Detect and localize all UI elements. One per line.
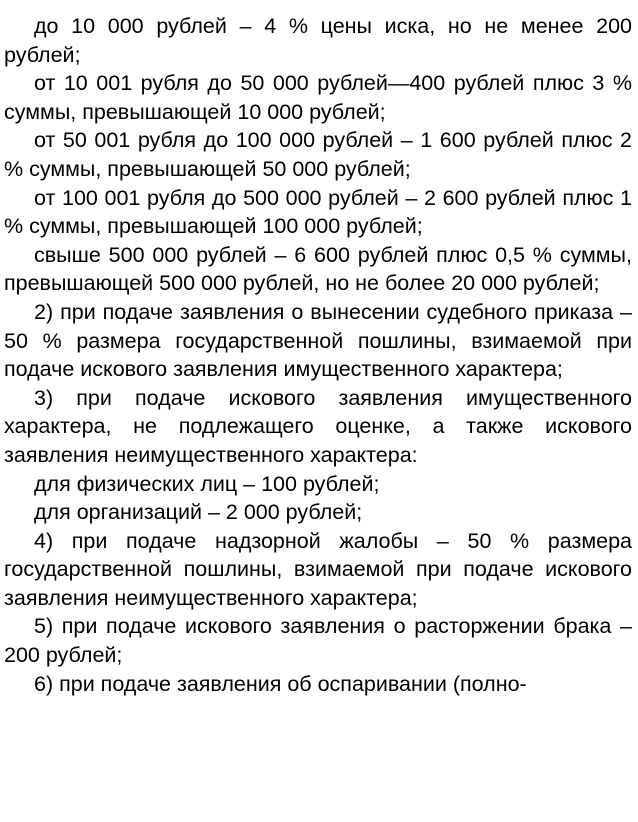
paragraph-tier-over-500000: свыше 500 000 рублей – 6 600 рублей плюс 0,5 % суммы, превышающей 500 000 рублей, но не более 20 000 рублей; bbox=[4, 242, 632, 296]
paragraph-item-2-court-order: 2) при подаче заявления о вынесении судебного приказа – 50 % размера государственной пошлины, взимаемой при подаче искового заявления имущественного характера; bbox=[4, 299, 632, 382]
paragraph-organizations-fee: для организаций – 2 000 рублей; bbox=[34, 500, 363, 525]
paragraph-item-6-contest-application: 6) при подаче заявления об оспаривании (полно- bbox=[34, 671, 527, 696]
paragraph-item-5-divorce-claim: 5) при подаче искового заявления о расторжении брака – 200 рублей; bbox=[4, 614, 632, 668]
paragraph-tier-up-to-10000: до 10 000 рублей – 4 % цены иска, но не менее 200 рублей; bbox=[4, 14, 632, 67]
paragraph-tier-50001-100000: от 50 001 рубля до 100 000 рублей – 1 600 рублей плюс 2 % суммы, превышающей 50 000 рублей; bbox=[4, 128, 632, 181]
paragraph-individuals-fee: для физических лиц – 100 рублей; bbox=[34, 471, 380, 496]
paragraph-item-3-non-assessable-claim: 3) при подаче искового заявления имущественного характера, не подлежащего оценке, а также искового заявления неимущественного характера: bbox=[4, 385, 632, 467]
paragraph-tier-100001-500000: от 100 001 рубля до 500 000 рублей – 2 600 рублей плюс 1 % суммы, превышающей 100 000 рублей; bbox=[4, 185, 632, 239]
paragraph-item-4-supervisory-appeal: 4) при подаче надзорной жалобы – 50 % размера государственной пошлины, взимаемой при подаче искового заявления неимущественного характера; bbox=[4, 528, 632, 610]
paragraph-tier-10001-50000: от 10 001 рубля до 50 000 рублей—400 рублей плюс 3 % суммы, превышающей 10 000 рублей; bbox=[4, 71, 632, 124]
